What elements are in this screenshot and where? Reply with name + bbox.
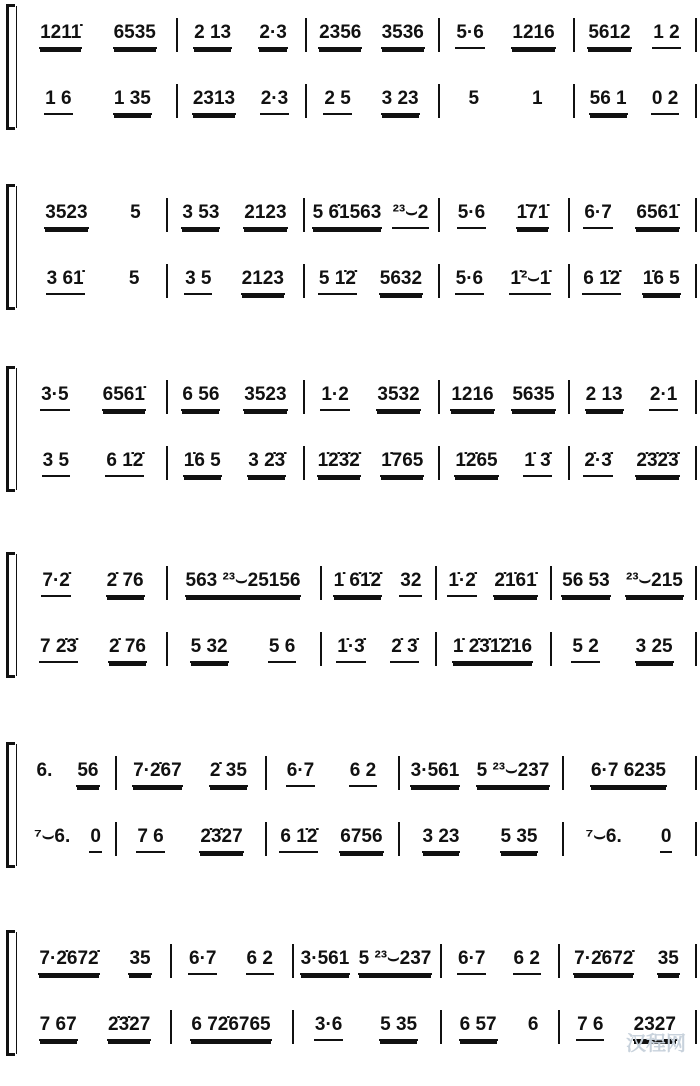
measure bbox=[119, 826, 261, 854]
system-bracket bbox=[6, 552, 13, 678]
beat-notes: 2123 bbox=[241, 268, 285, 295]
bar-line bbox=[695, 198, 697, 232]
measure bbox=[442, 384, 564, 412]
beat-notes: 5 6̇1563 bbox=[312, 202, 383, 229]
beat-notes: 1·2 bbox=[320, 384, 349, 411]
beat-notes: 6·7 bbox=[457, 948, 486, 975]
measure bbox=[180, 88, 301, 116]
measure bbox=[24, 948, 166, 976]
measure bbox=[439, 570, 546, 598]
beat-notes: 5·6 bbox=[457, 202, 486, 229]
beat-notes: 2·1 bbox=[649, 384, 678, 411]
measure bbox=[442, 202, 564, 230]
system-bracket-line bbox=[16, 368, 17, 490]
bar-line bbox=[265, 756, 267, 790]
beat-notes: 2̇3̇2̇3̇ bbox=[635, 450, 679, 477]
bar-line bbox=[320, 632, 322, 666]
beat-notes: 5 1̇2̇ bbox=[318, 268, 357, 295]
bar-line bbox=[166, 380, 168, 414]
measure bbox=[307, 202, 434, 230]
beat-notes: 6 bbox=[527, 1014, 539, 1035]
beat-notes: 56 53 bbox=[561, 570, 611, 597]
measure bbox=[24, 450, 162, 478]
beat-notes: 1̇6 5 bbox=[642, 268, 681, 295]
bar-line bbox=[398, 756, 400, 790]
system-bracket-line bbox=[16, 554, 17, 676]
system-bracket bbox=[6, 930, 13, 1056]
measure bbox=[402, 826, 558, 854]
bar-line bbox=[438, 380, 440, 414]
bar-line bbox=[166, 446, 168, 480]
beat-notes: 7·2̇67 bbox=[132, 760, 183, 787]
measure bbox=[324, 570, 431, 598]
beat-notes: 3532 bbox=[376, 384, 420, 411]
measure bbox=[24, 826, 111, 854]
bar-line bbox=[695, 756, 697, 790]
score-system bbox=[0, 930, 700, 1056]
beat-notes: 7 67 bbox=[39, 1014, 78, 1041]
beat-notes: 6561̇ bbox=[635, 202, 679, 229]
system-bracket-line bbox=[16, 744, 17, 866]
measure bbox=[174, 948, 288, 976]
lower-staff-line bbox=[20, 1010, 695, 1044]
beat-notes: 6·7 6235 bbox=[590, 760, 667, 787]
beat-notes: 1̇·2̇ bbox=[447, 570, 476, 597]
beat-notes: 7·2̇672̇ bbox=[38, 948, 99, 975]
bar-line bbox=[558, 944, 560, 978]
beat-notes: 6 2 bbox=[513, 948, 541, 975]
beat-notes: 2̇ 76 bbox=[106, 570, 145, 597]
measure bbox=[554, 570, 691, 598]
measure bbox=[307, 384, 434, 412]
beat-notes: 0 bbox=[89, 826, 102, 853]
measure bbox=[442, 22, 569, 50]
lower-staff-line bbox=[20, 632, 695, 666]
bar-line bbox=[695, 264, 697, 298]
beat-notes: ⁷⌣6. bbox=[585, 826, 622, 847]
beat-notes: 1̇71̇ bbox=[516, 202, 550, 229]
system-bracket bbox=[6, 366, 13, 492]
measure bbox=[442, 268, 564, 296]
beat-notes: 2 13 bbox=[193, 22, 232, 49]
measure bbox=[170, 384, 299, 412]
measure bbox=[24, 202, 162, 230]
upper-staff-line bbox=[20, 756, 695, 790]
bar-line bbox=[695, 446, 697, 480]
bar-line bbox=[568, 264, 570, 298]
beat-notes: 2̇ 3̇ bbox=[390, 636, 418, 663]
measure bbox=[572, 268, 691, 296]
beat-notes: 3·6 bbox=[314, 1014, 343, 1041]
system-bracket-line bbox=[16, 932, 17, 1054]
system-bracket bbox=[6, 4, 13, 130]
bar-line bbox=[170, 1010, 172, 1044]
beat-notes: ²³⌣2 bbox=[392, 202, 430, 229]
lower-staff-line bbox=[20, 264, 695, 298]
beat-notes: 5 35 bbox=[379, 1014, 418, 1041]
bar-line bbox=[438, 264, 440, 298]
score-system bbox=[0, 552, 700, 678]
beat-notes: 563 ²³⌣25156 bbox=[185, 570, 302, 597]
beat-notes: 3523 bbox=[44, 202, 88, 229]
beat-notes: 6 2 bbox=[246, 948, 274, 975]
measure bbox=[572, 384, 691, 412]
beat-notes: 2313 bbox=[192, 88, 236, 115]
beat-notes: 6 57 bbox=[459, 1014, 498, 1041]
bar-line bbox=[176, 84, 178, 118]
bar-line bbox=[440, 944, 442, 978]
beat-notes: 1 2 bbox=[652, 22, 680, 49]
upper-staff-line bbox=[20, 944, 695, 978]
bar-line bbox=[292, 1010, 294, 1044]
bar-line bbox=[558, 1010, 560, 1044]
measure bbox=[309, 22, 434, 50]
beat-notes: 3 5 bbox=[184, 268, 212, 295]
system-bracket-line bbox=[16, 186, 17, 308]
watermark-logo: 汉程网 bbox=[626, 1033, 686, 1055]
bar-line bbox=[166, 632, 168, 666]
measure bbox=[296, 1014, 436, 1042]
beat-notes: 3·561 bbox=[300, 948, 351, 975]
beat-notes: 1̇ 6̇1̇2̇ bbox=[333, 570, 383, 597]
beat-notes: 6561̇ bbox=[102, 384, 146, 411]
measure bbox=[24, 1014, 166, 1042]
upper-staff-line bbox=[20, 198, 695, 232]
measure bbox=[444, 948, 554, 976]
beat-notes: 6 1̇2̇ bbox=[105, 450, 144, 477]
beat-notes: 1211̇ bbox=[39, 22, 82, 49]
measure bbox=[307, 450, 434, 478]
beat-notes: 5·6 bbox=[455, 268, 484, 295]
beat-notes: 2 13 bbox=[585, 384, 624, 411]
beat-notes: 6 1̇2̇ bbox=[582, 268, 621, 295]
beat-notes: 1 35 bbox=[113, 88, 152, 115]
bar-line bbox=[166, 566, 168, 600]
beat-notes: 6 1̇2̇ bbox=[279, 826, 318, 853]
beat-notes: 2356 bbox=[318, 22, 362, 49]
beat-notes: 35 bbox=[128, 948, 151, 975]
upper-staff-line bbox=[20, 566, 695, 600]
system-bracket bbox=[6, 742, 13, 868]
beat-notes: 5·6 bbox=[455, 22, 484, 49]
beat-notes: 6 56 bbox=[181, 384, 220, 411]
beat-notes: 3 53 bbox=[181, 202, 220, 229]
bar-line bbox=[695, 822, 697, 856]
lower-staff-line bbox=[20, 822, 695, 856]
beat-notes: 56 bbox=[76, 760, 99, 787]
beat-notes: 6. bbox=[36, 760, 53, 781]
beat-notes: 32 bbox=[399, 570, 422, 597]
beat-notes: 3523 bbox=[243, 384, 287, 411]
bar-line bbox=[305, 84, 307, 118]
bar-line bbox=[568, 198, 570, 232]
beat-notes: 5612 bbox=[587, 22, 631, 49]
measure bbox=[170, 570, 316, 598]
bar-line bbox=[438, 198, 440, 232]
bar-line bbox=[320, 566, 322, 600]
bar-line bbox=[438, 446, 440, 480]
bar-line bbox=[303, 264, 305, 298]
measure bbox=[24, 384, 162, 412]
bar-line bbox=[550, 632, 552, 666]
beat-notes: 1̇6 5 bbox=[183, 450, 222, 477]
beat-notes: 5 ²³⌣237 bbox=[358, 948, 433, 975]
beat-notes: 2̇·3̇ bbox=[583, 450, 612, 477]
score-system bbox=[0, 742, 700, 868]
beat-notes: 1216 bbox=[450, 384, 494, 411]
bar-line bbox=[170, 944, 172, 978]
bar-line bbox=[695, 566, 697, 600]
measure bbox=[577, 22, 691, 50]
measure bbox=[572, 450, 691, 478]
beat-notes: 2̇3̇27 bbox=[199, 826, 243, 853]
bar-line bbox=[550, 566, 552, 600]
beat-notes: 2̇ 35 bbox=[209, 760, 248, 787]
measure bbox=[170, 636, 316, 664]
beat-notes: 5 ²³⌣237 bbox=[476, 760, 551, 787]
bar-line bbox=[440, 1010, 442, 1044]
measure bbox=[180, 22, 301, 50]
beat-notes: 6756 bbox=[339, 826, 383, 853]
beat-notes: 1̇ 2̇3̇1̇2̇16 bbox=[452, 636, 533, 663]
beat-notes: 35 bbox=[657, 948, 680, 975]
bar-line bbox=[115, 822, 117, 856]
beat-notes: 2123 bbox=[243, 202, 287, 229]
bar-line bbox=[562, 822, 564, 856]
beat-notes: 2·3 bbox=[260, 88, 289, 115]
beat-notes: 2̇ 76 bbox=[108, 636, 147, 663]
bar-line bbox=[303, 380, 305, 414]
beat-notes: 1̇765 bbox=[380, 450, 424, 477]
bar-line bbox=[695, 84, 697, 118]
measure bbox=[324, 636, 431, 664]
measure bbox=[174, 1014, 288, 1042]
beat-notes: 2̇3̇27 bbox=[107, 1014, 151, 1041]
measure bbox=[442, 88, 569, 116]
beat-notes: 7 2̇3̇ bbox=[39, 636, 78, 663]
beat-notes: 6 72̇6765 bbox=[190, 1014, 271, 1041]
beat-notes: 6 2 bbox=[349, 760, 377, 787]
bar-line bbox=[166, 198, 168, 232]
beat-notes: 2 5 bbox=[323, 88, 351, 115]
beat-notes: 5 bbox=[128, 268, 140, 289]
beat-notes: 1216 bbox=[511, 22, 555, 49]
beat-notes: 5 35 bbox=[500, 826, 539, 853]
beat-notes: ²³⌣215 bbox=[625, 570, 684, 597]
system-bracket-line bbox=[16, 6, 17, 128]
measure bbox=[24, 570, 162, 598]
beat-notes: 7·2̇672̇ bbox=[573, 948, 634, 975]
bar-line bbox=[398, 822, 400, 856]
beat-notes: 6·7 bbox=[583, 202, 612, 229]
beat-notes: 1̇2̇65 bbox=[454, 450, 498, 477]
beat-notes: 7 6 bbox=[576, 1014, 604, 1041]
beat-notes: 1 bbox=[531, 88, 543, 109]
measure bbox=[562, 948, 691, 976]
score-system bbox=[0, 184, 700, 310]
beat-notes: 7·2̇ bbox=[41, 570, 70, 597]
lower-staff-line bbox=[20, 446, 695, 480]
beat-notes: 0 2 bbox=[651, 88, 679, 115]
beat-notes: 5 6 bbox=[268, 636, 296, 663]
beat-notes: 3 25 bbox=[635, 636, 674, 663]
measure bbox=[24, 268, 162, 296]
upper-staff-line bbox=[20, 380, 695, 414]
bar-line bbox=[562, 756, 564, 790]
upper-staff-line bbox=[20, 18, 695, 52]
measure bbox=[119, 760, 261, 788]
measure bbox=[554, 636, 691, 664]
beat-notes: 7 6 bbox=[136, 826, 164, 853]
bar-line bbox=[695, 944, 697, 978]
measure bbox=[170, 202, 299, 230]
beat-notes: 5632 bbox=[379, 268, 423, 295]
bar-line bbox=[573, 84, 575, 118]
beat-notes: 1̇2̇3̇2̇ bbox=[317, 450, 361, 477]
bar-line bbox=[568, 446, 570, 480]
beat-notes: 6·7 bbox=[188, 948, 217, 975]
bar-line bbox=[265, 822, 267, 856]
beat-notes: 6535 bbox=[113, 22, 157, 49]
bar-line bbox=[303, 198, 305, 232]
measure bbox=[572, 202, 691, 230]
system-bracket bbox=[6, 184, 13, 310]
beat-notes: 3 5 bbox=[42, 450, 70, 477]
bar-line bbox=[695, 18, 697, 52]
bar-line bbox=[568, 380, 570, 414]
measure bbox=[307, 268, 434, 296]
beat-notes: 2̇1̇61̇ bbox=[493, 570, 537, 597]
beat-notes: 1 6 bbox=[44, 88, 72, 115]
bar-line bbox=[438, 18, 440, 52]
measure bbox=[309, 88, 434, 116]
beat-notes: 1̇·3̇ bbox=[336, 636, 365, 663]
beat-notes: 1̇ 3̇ bbox=[523, 450, 551, 477]
beat-notes: 3536 bbox=[381, 22, 425, 49]
beat-notes: 6·7 bbox=[286, 760, 315, 787]
score-system bbox=[0, 366, 700, 492]
measure bbox=[24, 636, 162, 664]
measure bbox=[269, 760, 394, 788]
measure bbox=[170, 450, 299, 478]
bar-line bbox=[176, 18, 178, 52]
bar-line bbox=[695, 1010, 697, 1044]
beat-notes: 5 bbox=[468, 88, 480, 109]
beat-notes: 3 2̇3̇ bbox=[247, 450, 286, 477]
beat-notes: 5 bbox=[130, 202, 141, 223]
measure bbox=[170, 268, 299, 296]
bar-line bbox=[573, 18, 575, 52]
beat-notes: 5635 bbox=[511, 384, 555, 411]
measure bbox=[402, 760, 558, 788]
beat-notes: 0 bbox=[660, 826, 673, 853]
bar-line bbox=[115, 756, 117, 790]
measure bbox=[577, 88, 691, 116]
beat-notes: 3 61̇ bbox=[46, 268, 85, 295]
beat-notes: 3 23 bbox=[381, 88, 420, 115]
beat-notes: 2327 bbox=[633, 1014, 677, 1041]
bar-line bbox=[303, 446, 305, 480]
bar-line bbox=[166, 264, 168, 298]
measure bbox=[269, 826, 394, 854]
measure bbox=[566, 826, 691, 854]
beat-notes: ⁷⌣6. bbox=[34, 826, 71, 847]
bar-line bbox=[695, 632, 697, 666]
measure bbox=[439, 636, 546, 664]
score-system bbox=[0, 4, 700, 130]
bar-line bbox=[435, 632, 437, 666]
measure bbox=[566, 760, 691, 788]
beat-notes: 56 1 bbox=[589, 88, 628, 115]
bar-line bbox=[435, 566, 437, 600]
beat-notes: 5 32 bbox=[190, 636, 229, 663]
bar-line bbox=[305, 18, 307, 52]
bar-line bbox=[438, 84, 440, 118]
measure bbox=[24, 88, 172, 116]
measure bbox=[24, 22, 172, 50]
bar-line bbox=[695, 380, 697, 414]
beat-notes: 3·561 bbox=[410, 760, 461, 787]
beat-notes: 1̇²⌣1̇ bbox=[509, 268, 551, 295]
measure bbox=[24, 760, 111, 788]
measure bbox=[442, 450, 564, 478]
beat-notes: 3 23 bbox=[422, 826, 461, 853]
measure bbox=[444, 1014, 554, 1042]
lower-staff-line bbox=[20, 84, 695, 118]
measure bbox=[296, 948, 436, 976]
beat-notes: 5 2 bbox=[571, 636, 599, 663]
bar-line bbox=[292, 944, 294, 978]
beat-notes: 3·5 bbox=[40, 384, 69, 411]
beat-notes: 2·3 bbox=[258, 22, 287, 49]
